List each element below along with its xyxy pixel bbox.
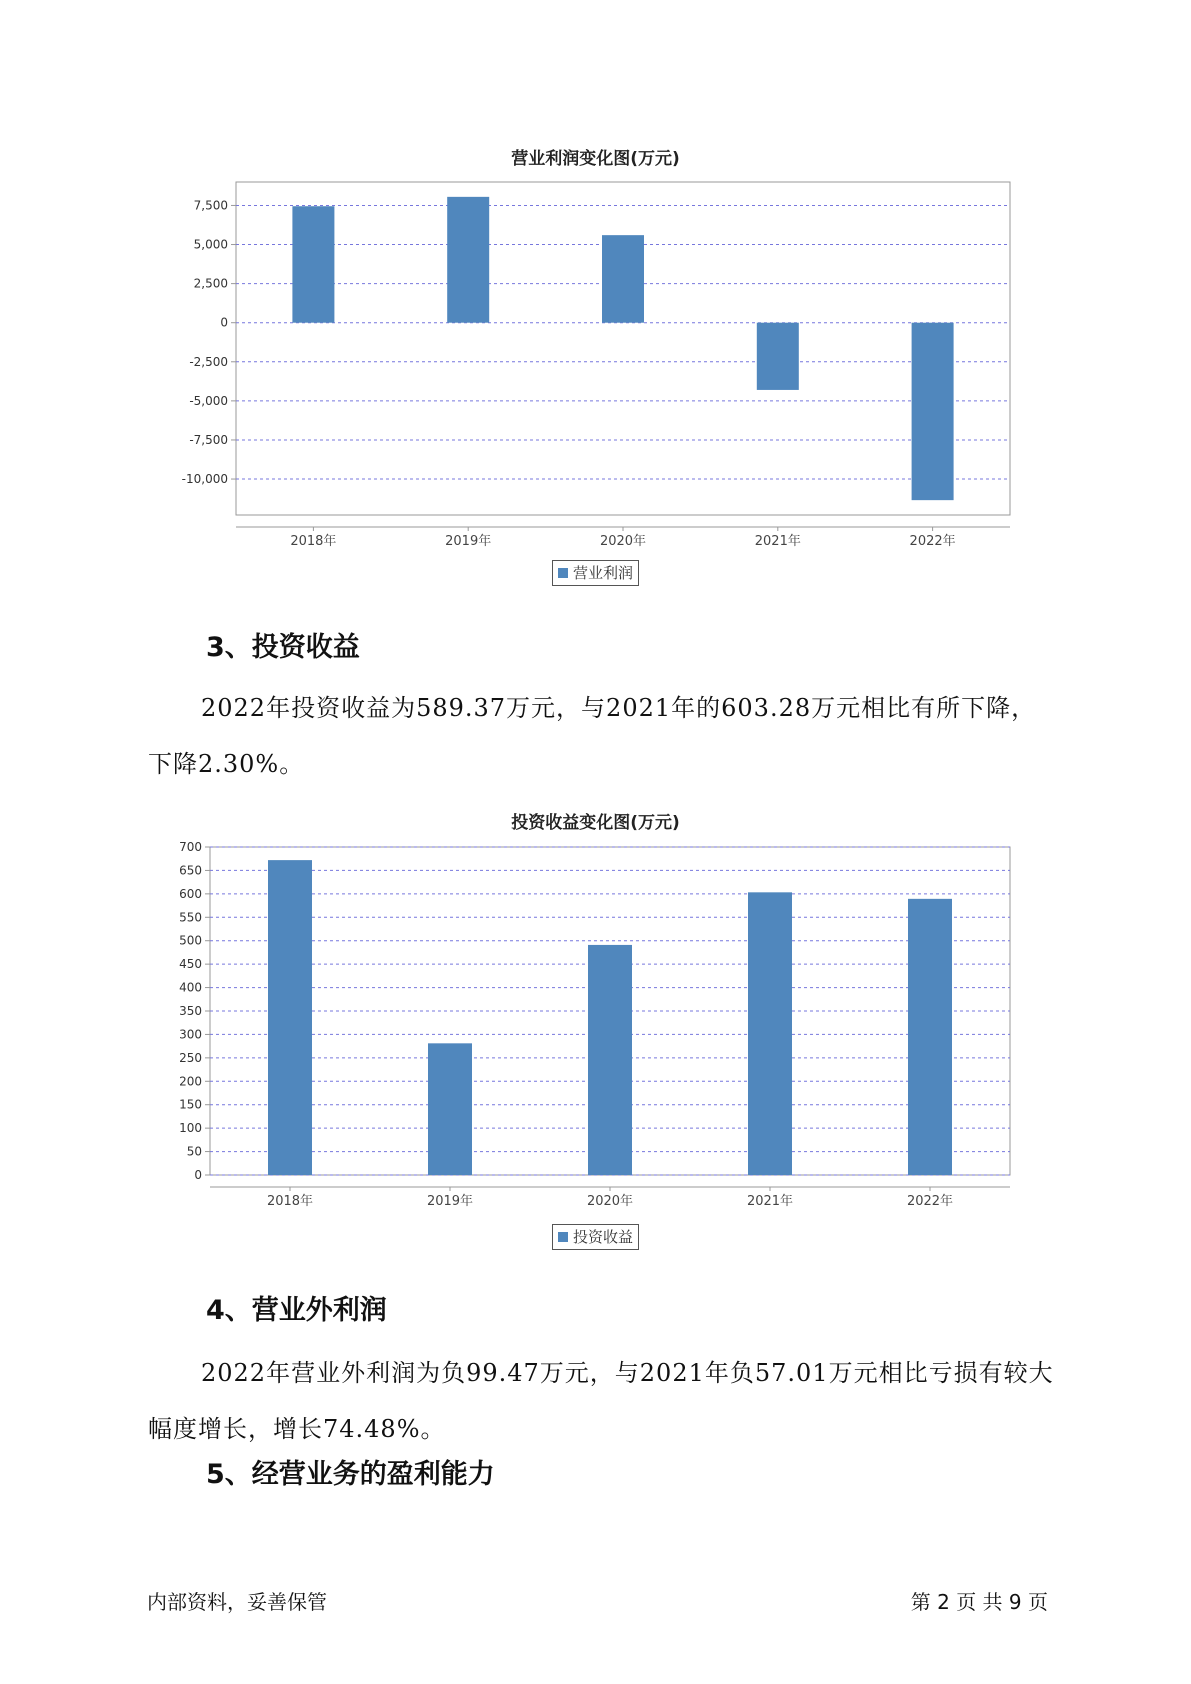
y-tick-label: 0 [220,315,228,330]
section-3-paragraph: 2022年投资收益为589.37万元，与2021年的603.28万元相比有所下降，下降2.30%。 [148,694,1037,778]
y-tick-label: -7,500 [189,432,228,447]
y-tick-label: 400 [179,980,202,995]
x-tick-label: 2019年 [445,534,492,549]
section-3-heading: 3、投资收益 [206,632,360,663]
legend-swatch-icon [558,1232,568,1242]
x-tick-label: 2018年 [266,1194,314,1209]
footer-page-number: 第 2 页 共 9 页 [910,1590,1048,1614]
investment-income-chart [0,835,1191,1215]
y-tick-label: 7,500 [193,198,228,213]
y-tick-label: 700 [179,840,202,854]
x-tick-label: 2021年 [754,534,801,549]
y-tick-label: 350 [179,1004,202,1018]
y-tick-label: 600 [179,886,202,901]
x-tick-label: 2018年 [290,534,337,549]
y-tick-label: 0 [194,1168,202,1182]
y-tick-label: 100 [179,1121,202,1136]
legend-swatch-icon [558,568,568,578]
y-tick-label: 650 [179,863,202,878]
x-tick-label: 2020年 [586,1194,634,1209]
bar [602,235,644,323]
x-tick-label: 2021年 [746,1194,794,1209]
plot-frame [236,182,1010,515]
y-tick-label: -10,000 [181,472,228,487]
y-tick-label: 5,000 [193,237,228,252]
y-tick-label: 450 [179,957,202,972]
bar [447,197,489,323]
y-tick-label: 200 [179,1074,202,1089]
bar [748,892,792,1175]
bar [757,323,799,390]
chart1-legend-label: 营业利润 [573,564,634,582]
x-tick-label: 2022年 [906,1194,954,1209]
section-4-heading: 4、营业外利润 [206,1295,387,1326]
bar [428,1043,472,1175]
y-tick-label: 2,500 [193,276,228,291]
x-tick-label: 2019年 [426,1194,474,1209]
y-tick-label: 500 [179,933,202,948]
chart2-legend-label: 投资收益 [573,1228,634,1246]
y-tick-label: 300 [179,1027,202,1042]
y-tick-label: 50 [186,1144,202,1159]
footer-confidential-note: 内部资料，妥善保管 [147,1590,327,1614]
bar [588,945,632,1175]
y-tick-label: 550 [179,910,202,925]
x-tick-label: 2022年 [909,534,956,549]
y-tick-label: 150 [179,1097,202,1112]
section-4-paragraph: 2022年营业外利润为负99.47万元，与2021年负57.01万元相比亏损有较大幅度增长，增长74.48%。 [148,1359,1054,1443]
bar [268,860,312,1175]
chart1-legend [552,560,639,586]
x-tick-label: 2020年 [599,534,647,549]
y-tick-label: -5,000 [189,393,228,408]
chart1-title: 营业利润变化图(万元) [511,149,680,169]
bar [908,899,952,1175]
y-tick-label: 250 [179,1050,202,1065]
bar [912,323,954,500]
chart2-title: 投资收益变化图(万元) [511,813,680,833]
y-tick-label: -2,500 [189,354,228,369]
bar [292,206,334,322]
chart2-legend [552,1224,639,1250]
operating-profit-chart [0,170,1191,580]
section-5-heading: 5、经营业务的盈利能力 [206,1459,495,1490]
